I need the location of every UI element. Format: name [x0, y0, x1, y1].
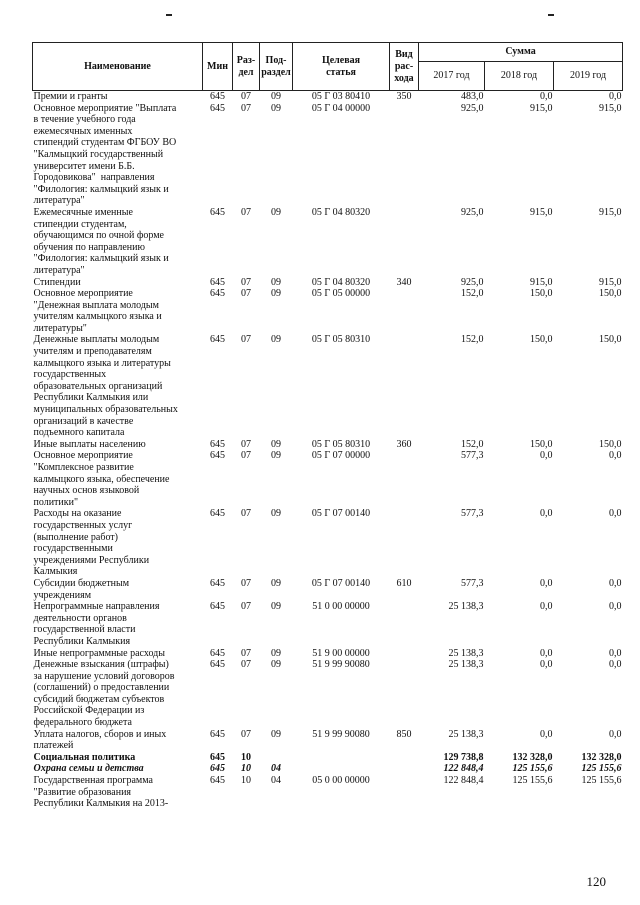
- row-2019: 0,0: [609, 577, 622, 589]
- row-subsection: 09: [271, 276, 281, 288]
- row-kind: [390, 648, 419, 660]
- row-2018: 0,0: [540, 508, 553, 520]
- row-target: 51 0 00 00000: [312, 601, 370, 613]
- row-name: Иные выплаты населению: [33, 438, 146, 450]
- row-2018: 150,0: [530, 334, 553, 346]
- row-2017: 122 848,4: [443, 763, 484, 775]
- row-2019: 125 155,6: [581, 763, 622, 775]
- row-2019: 125 155,6: [581, 775, 622, 787]
- row-2019: 0,0: [609, 659, 622, 671]
- row-subsection: 09: [271, 334, 281, 346]
- row-min: 645: [210, 334, 225, 346]
- header-2019: 2019 год: [554, 62, 623, 91]
- header-target: Целевая статья: [293, 43, 390, 91]
- header-kind: Вид рас- хода: [390, 43, 419, 91]
- row-name: Иные непрограммные расходы: [33, 647, 165, 659]
- row-kind: [390, 659, 419, 729]
- row-section: 10: [241, 751, 251, 763]
- row-kind: [390, 334, 419, 438]
- table-row: [33, 775, 623, 810]
- row-subsection: 09: [271, 206, 281, 218]
- row-target: 51 9 00 00000: [312, 647, 370, 659]
- row-kind: [390, 775, 419, 810]
- row-subsection: 09: [271, 288, 281, 300]
- table-row: [33, 601, 623, 647]
- table-row: [33, 752, 623, 764]
- row-target: 05 Г 03 80410: [311, 91, 371, 102]
- row-target: [293, 752, 390, 764]
- row-kind: 340: [396, 276, 412, 288]
- row-name: Социальная политика: [33, 751, 136, 763]
- row-section: 07: [241, 647, 251, 659]
- row-min: 645: [210, 438, 225, 450]
- table-row: [33, 729, 623, 752]
- row-section: 07: [241, 91, 251, 102]
- page-number: 120: [586, 874, 606, 889]
- row-min: 645: [210, 91, 225, 102]
- row-target: 05 Г 05 80310: [311, 334, 371, 346]
- row-section: 07: [241, 601, 251, 613]
- row-name: Денежные выплаты молодым учителям и преподавателям калмыцкого языка и литературы государственных образовательных организаций Республики Калмыкия или муниципальных образовательных организаций в качестве подъемного капитала: [33, 334, 178, 439]
- row-2019: 915,0: [599, 276, 622, 288]
- row-kind: [390, 288, 419, 334]
- row-2018: 125 155,6: [512, 775, 553, 787]
- row-subsection: 04: [271, 763, 281, 775]
- table-row: [33, 277, 623, 289]
- row-2018: 915,0: [530, 206, 553, 218]
- header-subsection: Под- раздел: [260, 43, 293, 91]
- row-2017: 152,0: [461, 334, 484, 346]
- row-section: 07: [241, 102, 251, 114]
- row-2018: 150,0: [530, 288, 553, 300]
- row-2019: 915,0: [599, 102, 622, 114]
- row-min: 645: [210, 659, 225, 671]
- row-kind: [390, 207, 419, 277]
- row-2017: 25 138,3: [448, 659, 484, 671]
- row-name: Непрограммные направления деятельности органов государственной власти Республики Калмыкия: [33, 601, 160, 647]
- row-min: 645: [210, 206, 225, 218]
- scan-mark-left: [166, 14, 172, 16]
- row-2019: 0,0: [609, 601, 622, 613]
- row-2019: 150,0: [599, 334, 622, 346]
- row-min: 645: [210, 577, 225, 589]
- row-name: Расходы на оказание государственных услуг (выполнение работ) государственными учреждениями Республики Калмыкия: [33, 508, 150, 578]
- table-row: [33, 91, 623, 103]
- row-min: 645: [210, 751, 225, 763]
- row-2017: 925,0: [461, 102, 484, 114]
- header-section: Раз- дел: [233, 43, 260, 91]
- row-kind: 610: [396, 577, 412, 589]
- row-min: 645: [210, 763, 225, 775]
- row-section: 07: [241, 450, 251, 462]
- row-2018: 0,0: [540, 647, 553, 659]
- row-subsection: 09: [271, 728, 281, 740]
- row-2017: 483,0: [461, 91, 484, 102]
- row-2018: 0,0: [540, 659, 553, 671]
- row-2019: 0,0: [609, 728, 622, 740]
- header-2017: 2017 год: [419, 62, 485, 91]
- row-2017: 122 848,4: [443, 775, 484, 787]
- row-min: 645: [210, 288, 225, 300]
- table-row: [33, 508, 623, 578]
- row-2017: 577,3: [461, 450, 484, 462]
- row-subsection: 04: [271, 775, 281, 787]
- budget-table: [32, 42, 623, 810]
- table-row: [33, 648, 623, 660]
- row-section: 07: [241, 334, 251, 346]
- row-section: 07: [241, 577, 251, 589]
- row-subsection: 09: [271, 659, 281, 671]
- table-row: [33, 207, 623, 277]
- row-2018: 0,0: [540, 577, 553, 589]
- row-name: Субсидии бюджетным учреждениям: [33, 577, 130, 601]
- row-2018: 150,0: [530, 438, 553, 450]
- row-2017: 25 138,3: [448, 728, 484, 740]
- row-section: 07: [241, 276, 251, 288]
- row-min: 645: [210, 601, 225, 613]
- row-kind: [390, 508, 419, 578]
- row-2019: 150,0: [599, 438, 622, 450]
- row-subsection: 09: [271, 647, 281, 659]
- scan-mark-right: [548, 14, 554, 16]
- table-row: [33, 659, 623, 729]
- row-target: 05 Г 07 00000: [311, 450, 371, 462]
- row-section: 10: [241, 763, 251, 775]
- table-row: [33, 450, 623, 508]
- table-row: [33, 763, 623, 775]
- table-row: [33, 578, 623, 601]
- row-subsection: 09: [271, 438, 281, 450]
- row-2018: 0,0: [540, 601, 553, 613]
- header-2018: 2018 год: [485, 62, 554, 91]
- row-2018: 0,0: [540, 91, 553, 102]
- row-2017: 577,3: [461, 577, 484, 589]
- row-kind: 850: [396, 728, 412, 740]
- row-2018: 132 328,0: [512, 751, 553, 763]
- header-min: Мин: [203, 43, 233, 91]
- row-name: Охрана семьи и детства: [33, 763, 144, 775]
- row-2019: 0,0: [609, 450, 622, 462]
- row-name: Ежемесячные именные стипендии студентам, обучающимся по очной форме обучения по направлению "Филология: калмыцкий язык и литература": [33, 206, 169, 276]
- row-subsection: 09: [271, 450, 281, 462]
- table-row: [33, 103, 623, 207]
- row-section: 07: [241, 206, 251, 218]
- row-target: 05 Г 04 80320: [311, 206, 371, 218]
- row-name: Уплата налогов, сборов и иных платежей: [33, 728, 167, 752]
- row-target: 05 Г 04 80320: [311, 276, 371, 288]
- row-target: 51 9 99 90080: [312, 659, 370, 671]
- row-kind: 360: [396, 438, 412, 450]
- row-2018: 125 155,6: [512, 763, 553, 775]
- header-sum: Сумма: [419, 43, 623, 62]
- row-2018: 0,0: [540, 728, 553, 740]
- row-section: 07: [241, 728, 251, 740]
- row-target: 05 Г 04 00000: [311, 102, 371, 114]
- row-name: Государственная программа "Развитие образования Республики Калмыкия на 2013-: [33, 775, 169, 810]
- row-subsection: 09: [271, 102, 281, 114]
- row-2017: 129 738,8: [443, 751, 484, 763]
- table-row: [33, 288, 623, 334]
- row-name: Премии и гранты: [33, 91, 108, 102]
- row-2017: 25 138,3: [448, 601, 484, 613]
- row-2017: 152,0: [461, 288, 484, 300]
- row-target: 05 Г 07 00140: [311, 577, 371, 589]
- row-section: 07: [241, 438, 251, 450]
- row-2019: 150,0: [599, 288, 622, 300]
- table-row: [33, 334, 623, 438]
- row-name: Основное мероприятие "Выплата в течение учебного года ежемесячных именных стипендий студентам ФГБОУ ВО "Калмыцкий государственный университет имени Б.Б. Городовикова" направления "Филология: калмыцкий язык и литература": [33, 102, 177, 207]
- row-kind: 350: [396, 91, 412, 102]
- row-min: 645: [210, 728, 225, 740]
- row-min: 645: [210, 775, 225, 787]
- row-min: 645: [210, 508, 225, 520]
- row-min: 645: [210, 276, 225, 288]
- row-section: 07: [241, 288, 251, 300]
- row-2019: 0,0: [609, 647, 622, 659]
- row-2018: 915,0: [530, 276, 553, 288]
- row-section: 10: [241, 775, 251, 787]
- row-subsection: 09: [271, 91, 281, 102]
- row-name: Денежные взыскания (штрафы) за нарушение условий договоров (соглашений) о предоставлении субсидий бюджетам субъектов Российской Федерации из федерального бюджета: [33, 659, 175, 729]
- row-name: Основное мероприятие "Денежная выплата молодым учителям калмыцкого языка и литературы": [33, 288, 162, 334]
- row-target: [293, 763, 390, 775]
- row-2018: 915,0: [530, 102, 553, 114]
- row-target: 05 Г 07 00140: [311, 508, 371, 520]
- row-target: 05 Г 05 80310: [311, 438, 371, 450]
- row-target: 05 Г 05 00000: [311, 288, 371, 300]
- row-2019: 0,0: [609, 508, 622, 520]
- row-kind: [390, 103, 419, 207]
- row-2017: 925,0: [461, 206, 484, 218]
- row-kind: [390, 763, 419, 775]
- row-name: Основное мероприятие "Комплексное развитие калмыцкого языка, обеспечение научных основ языковой политики": [33, 450, 170, 508]
- row-min: 645: [210, 647, 225, 659]
- row-2017: 577,3: [461, 508, 484, 520]
- row-2017: 25 138,3: [448, 647, 484, 659]
- row-2017: 925,0: [461, 276, 484, 288]
- table-row: [33, 439, 623, 451]
- row-section: 07: [241, 659, 251, 671]
- row-subsection: [260, 752, 293, 764]
- row-min: 645: [210, 102, 225, 114]
- row-2019: 0,0: [609, 91, 622, 102]
- row-kind: [390, 601, 419, 647]
- row-2017: 152,0: [461, 438, 484, 450]
- row-subsection: 09: [271, 508, 281, 520]
- row-subsection: 09: [271, 577, 281, 589]
- row-section: 07: [241, 508, 251, 520]
- row-name: Стипендии: [33, 276, 81, 288]
- row-2019: 915,0: [599, 206, 622, 218]
- header-name: Наименование: [33, 43, 203, 91]
- row-subsection: 09: [271, 601, 281, 613]
- row-min: 645: [210, 450, 225, 462]
- row-2019: 132 328,0: [581, 751, 622, 763]
- row-2018: 0,0: [540, 450, 553, 462]
- row-kind: [390, 752, 419, 764]
- row-kind: [390, 450, 419, 508]
- row-target: 05 0 00 00000: [312, 775, 370, 787]
- row-target: 51 9 99 90080: [312, 728, 370, 740]
